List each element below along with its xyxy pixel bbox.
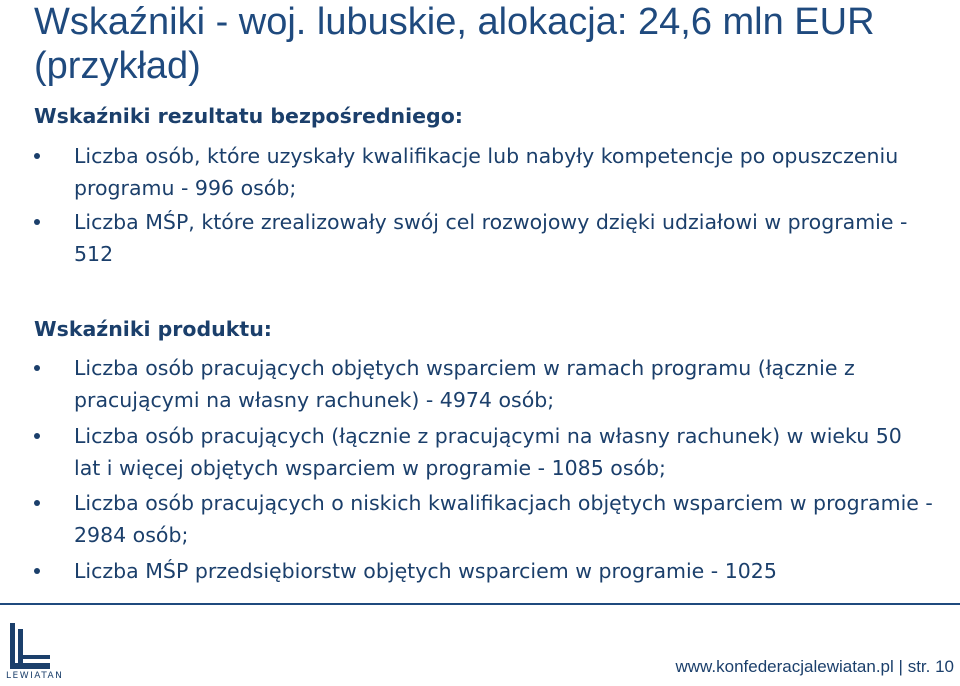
bullet-dot-icon: [34, 500, 40, 506]
slide-title: Wskaźniki - woj. lubuskie, alokacja: 24,6 mln EUR (przykład): [34, 1, 875, 87]
bullet-dot-icon: [34, 153, 40, 159]
section-heading-products: Wskaźniki produktu:: [34, 317, 272, 341]
footer: [676, 657, 955, 677]
bullet-dot-icon: [34, 433, 40, 439]
footer-website-link[interactable]: www.konfederacjalewiatan.pl: [675, 657, 894, 676]
bullet-text: Liczba osób pracujących o niskich kwalifikacjach objętych wsparciem w programie - 2984 osób;: [74, 491, 933, 547]
bullet-text: Liczba osób pracujących (łącznie z pracującymi na własny rachunek) w wieku 50 lat i więcej objętych wsparciem w programie - 1085 osób;: [74, 424, 902, 480]
bullet-dot-icon: [34, 219, 40, 225]
bullet-text: Liczba osób pracujących objętych wsparciem w ramach programu (łącznie z pracującymi na własny rachunek) - 4974 osób;: [74, 356, 855, 412]
footer-separator: |: [898, 657, 903, 676]
bullet-text: Liczba MŚP, które zrealizowały swój cel rozwojowy dzięki udziałowi w programie - 512: [74, 210, 908, 266]
bullet-dot-icon: [34, 365, 40, 371]
bullet-text: Liczba MŚP przedsiębiorstw objętych wsparciem w programie - 1025: [74, 559, 777, 583]
bullet-text: Liczba osób, które uzyskały kwalifikacje lub nabyły kompetencje po opuszczeniu programu - 996 osób;: [74, 144, 899, 200]
footer-divider: [0, 603, 960, 605]
section-heading-direct-results: Wskaźniki rezultatu bezpośredniego:: [34, 104, 463, 128]
logo-wordmark: LEWIATAN: [6, 671, 64, 681]
page-number: str. 10: [907, 657, 954, 676]
bullet-dot-icon: [34, 568, 40, 574]
